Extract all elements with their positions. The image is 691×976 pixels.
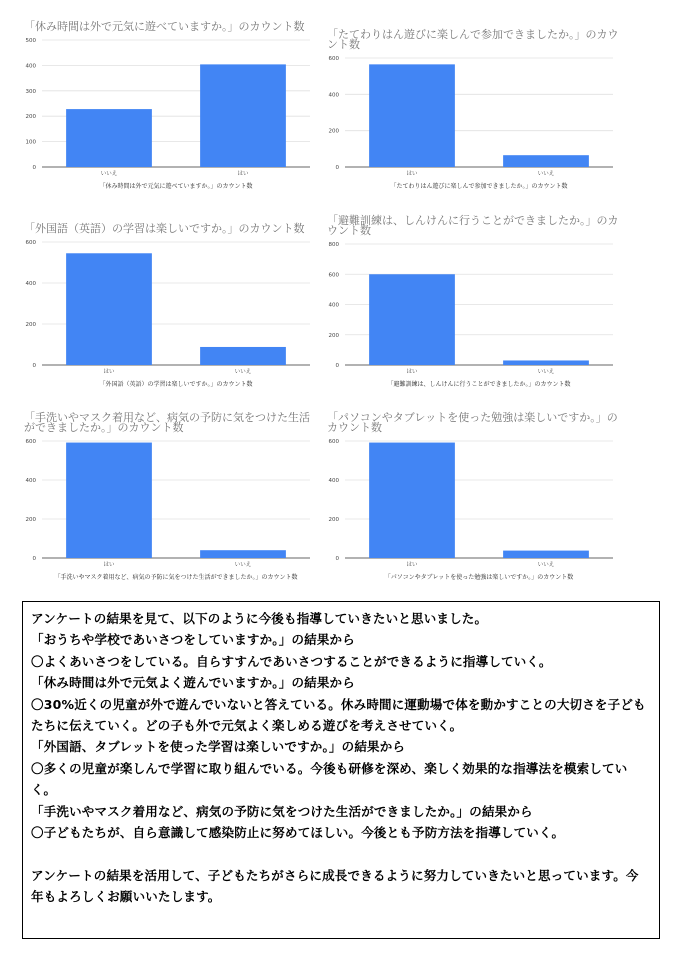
comment-heading-study: 「外国語、タブレットを使った学習は楽しいですか。」の結果から bbox=[31, 739, 406, 755]
y-tick-label: 200 bbox=[328, 332, 339, 339]
y-tick-label: 400 bbox=[328, 302, 339, 309]
x-tick-label: いいえ bbox=[537, 171, 555, 177]
y-tick-label: 400 bbox=[25, 63, 36, 70]
x-axis-title: 「手洗いやマスク着用など、病気の予防に気をつけた生活ができましたか。」のカウント数 bbox=[54, 574, 298, 581]
comment-intro: アンケートの結果を見て、以下のように今後も指導していきたいと思いました。 bbox=[31, 611, 488, 626]
bar bbox=[200, 347, 286, 365]
bar bbox=[369, 443, 455, 558]
y-tick-label: 400 bbox=[328, 478, 339, 484]
bar-chart-svg bbox=[327, 413, 619, 585]
comment-body-greeting: 〇よくあいさつをしている。自らすすんであいさつすることができるように指導していく。 bbox=[31, 653, 552, 669]
y-tick-label: 200 bbox=[25, 517, 36, 523]
bar bbox=[503, 551, 589, 558]
x-tick-label: はい bbox=[237, 171, 249, 177]
comment-box bbox=[22, 601, 660, 939]
comment-body-study: 〇多くの児童が楽しんで学習に取り組んでいる。今後も研修を深め、楽しく効果的な指導法を模索していく。 bbox=[31, 760, 628, 798]
x-tick-label: いいえ bbox=[537, 369, 555, 375]
x-tick-label: はい bbox=[406, 369, 418, 375]
bar bbox=[200, 64, 286, 167]
x-axis-title: 「外国語（英語）の学習は楽しいですか。」のカウント数 bbox=[99, 381, 253, 388]
chart-title: 「パソコンやタブレットを使った勉強は楽しいですか。」のカウント数 bbox=[327, 411, 618, 434]
y-tick-label: 600 bbox=[328, 439, 339, 445]
bar-chart-svg bbox=[24, 22, 316, 194]
y-tick-label: 0 bbox=[335, 165, 339, 171]
y-tick-label: 200 bbox=[328, 128, 339, 135]
chart-title: 「たてわりはん遊びに楽しんで参加できましたか。」のカウント数 bbox=[327, 28, 619, 51]
bar-chart-svg bbox=[24, 413, 316, 585]
x-tick-label: いいえ bbox=[234, 369, 252, 375]
chart-title: 「休み時間は外で元気に遊べていますか。」のカウント数 bbox=[24, 20, 305, 33]
chart-evacuation bbox=[327, 216, 619, 392]
chart-rest-time bbox=[24, 22, 316, 194]
x-axis-title: 「休み時間は外で元気に遊べていますか。」のカウント数 bbox=[99, 183, 253, 190]
bar bbox=[66, 443, 152, 558]
bar bbox=[369, 64, 455, 167]
x-axis-title: 「避難訓練は、しんけんに行うことができましたか。」のカウント数 bbox=[387, 381, 571, 388]
y-tick-label: 200 bbox=[25, 114, 36, 121]
y-tick-label: 800 bbox=[328, 242, 339, 248]
chart-tablet bbox=[327, 413, 619, 585]
x-tick-label: いいえ bbox=[537, 562, 555, 568]
y-tick-label: 600 bbox=[328, 272, 339, 279]
y-tick-label: 0 bbox=[32, 363, 36, 369]
x-tick-label: いいえ bbox=[234, 562, 252, 568]
y-tick-label: 600 bbox=[25, 439, 36, 445]
y-tick-label: 500 bbox=[25, 38, 36, 44]
y-tick-label: 400 bbox=[328, 92, 339, 99]
bar bbox=[66, 253, 152, 365]
x-tick-label: はい bbox=[406, 171, 418, 177]
bar bbox=[503, 360, 589, 365]
comment-body-hygiene: 〇子どもたちが、自ら意識して感染防止に努めてほしい。今後とも予防方法を指導していく。 bbox=[31, 825, 565, 841]
y-tick-label: 0 bbox=[32, 165, 36, 171]
bar bbox=[66, 109, 152, 167]
bar bbox=[200, 550, 286, 558]
y-tick-label: 200 bbox=[25, 322, 36, 328]
bar bbox=[369, 274, 455, 365]
x-axis-title: 「パソコンやタブレットを使った勉強は楽しいですか。」のカウント数 bbox=[384, 574, 574, 581]
comment-heading-hygiene: 「手洗いやマスク着用など、病気の予防に気をつけた生活ができましたか。」の結果から bbox=[31, 803, 533, 819]
comment-spacer bbox=[31, 843, 651, 864]
chart-title: 「外国語（英語）の学習は楽しいですか。」のカウント数 bbox=[24, 222, 305, 235]
comment-heading-rest: 「休み時間は外で元気よく遊んでいますか。」の結果から bbox=[31, 675, 355, 691]
y-tick-label: 200 bbox=[328, 517, 339, 523]
x-axis-title: 「たてわりはん遊びに楽しんで参加できましたか。」のカウント数 bbox=[390, 183, 568, 190]
chart-tatewari bbox=[327, 30, 619, 194]
chart-hygiene bbox=[24, 413, 316, 585]
x-tick-label: いいえ bbox=[100, 171, 118, 177]
chart-title: 「避難訓練は、しんけんに行うことができましたか。」のカウント数 bbox=[327, 214, 619, 237]
bar bbox=[503, 155, 589, 167]
bar-chart-svg bbox=[327, 30, 619, 194]
bar-chart-svg bbox=[24, 224, 316, 392]
y-tick-label: 0 bbox=[32, 556, 36, 562]
comment-closing: アンケートの結果を活用して、子どもたちがさらに成長できるように努力していきたいと思っています。今年もよろしくお願いいたします。 bbox=[31, 867, 639, 905]
y-tick-label: 0 bbox=[335, 363, 339, 369]
y-tick-label: 100 bbox=[25, 139, 36, 146]
y-tick-label: 600 bbox=[25, 240, 36, 246]
comment-body-rest: 〇30%近くの児童が外で遊んでいないと答えている。休み時間に運動場で体を動かすことの大切さを子どもたちに伝えていく。どの子も外で元気よく楽しめる遊びを考えさせていく。 bbox=[31, 696, 646, 734]
y-tick-label: 300 bbox=[25, 88, 36, 95]
chart-title: 「手洗いやマスク着用など、病気の予防に気をつけた生活ができましたか。」のカウント数 bbox=[24, 411, 310, 434]
y-tick-label: 400 bbox=[25, 281, 36, 287]
bar-chart-svg bbox=[327, 216, 619, 392]
comment-heading-greeting: 「おうちや学校であいさつをしていますか。」の結果から bbox=[31, 632, 355, 648]
x-tick-label: はい bbox=[103, 562, 115, 568]
x-tick-label: はい bbox=[103, 369, 115, 375]
y-tick-label: 400 bbox=[25, 478, 36, 484]
x-tick-label: はい bbox=[406, 562, 418, 568]
chart-english bbox=[24, 224, 316, 392]
y-tick-label: 600 bbox=[328, 56, 339, 62]
y-tick-label: 0 bbox=[335, 556, 339, 562]
